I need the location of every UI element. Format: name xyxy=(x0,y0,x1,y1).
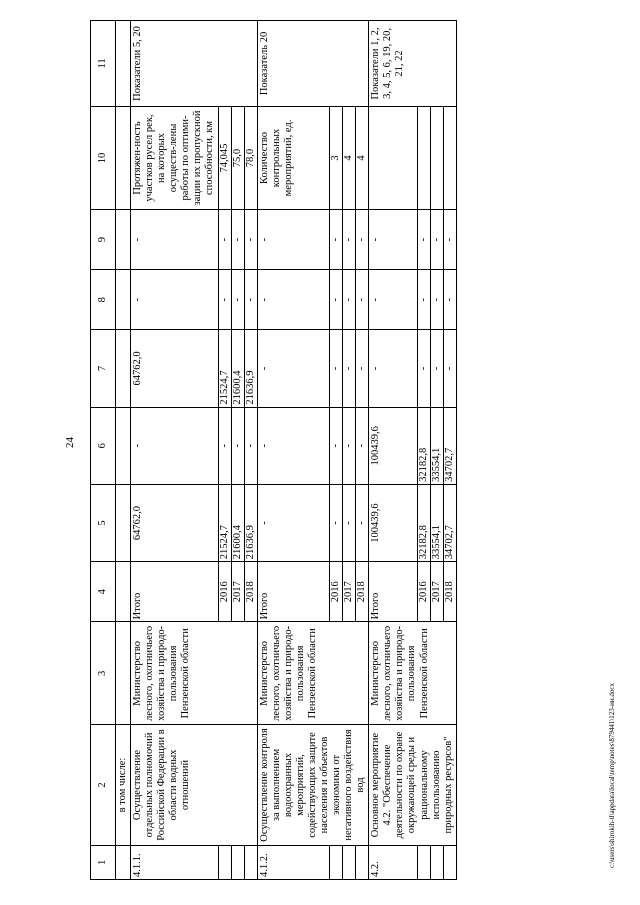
cell-total: - xyxy=(257,484,329,561)
cell-total: - xyxy=(131,407,218,484)
cell: 75,0 xyxy=(231,106,244,209)
measure-name: Осуществление контроля за выполнением водоохранных мероприятий, содействующих защите населения и объектов экономики от негативного воздействия вод xyxy=(257,725,369,845)
cell: 21524,7 xyxy=(218,484,231,561)
cell: 4 xyxy=(356,106,369,209)
cell: - xyxy=(244,407,257,484)
total-label: Итого xyxy=(131,562,218,622)
cell xyxy=(430,106,443,209)
year: 2017 xyxy=(231,562,244,622)
cell: - xyxy=(343,270,356,330)
cell: - xyxy=(330,407,343,484)
indicators-ref: Показатели 1, 2, 3, 4, 5, 6, 19, 20, 21, 22 xyxy=(369,21,456,107)
column-number-row xyxy=(91,21,116,880)
cell-total: - xyxy=(369,210,417,270)
cell-total: - xyxy=(369,270,417,330)
cell: - xyxy=(356,484,369,561)
cell: 21636,9 xyxy=(244,484,257,561)
cell: - xyxy=(218,407,231,484)
column-number: 8 xyxy=(91,270,116,330)
measure-name: Осуществление отдельных полномочий Российской Федерации в области водных отношений xyxy=(131,725,258,845)
year: 2016 xyxy=(417,562,430,622)
indicator-name xyxy=(369,106,417,209)
cell: 3 xyxy=(330,106,343,209)
cell: - xyxy=(343,407,356,484)
column-number: 3 xyxy=(91,622,116,725)
total-label: Итого xyxy=(257,562,329,622)
cell-total: - xyxy=(257,407,329,484)
cell-total: - xyxy=(257,210,329,270)
row-number: 4.1.2. xyxy=(257,845,329,879)
table-row xyxy=(369,21,417,880)
executor: Министерство лесного, охотничьего хозяйства и природо-пользования Пензенской области xyxy=(369,622,456,725)
cell: - xyxy=(430,210,443,270)
column-number: 4 xyxy=(91,562,116,622)
column-number: 6 xyxy=(91,407,116,484)
cell-total: 100439,6 xyxy=(369,484,417,561)
cell: 34702,7 xyxy=(443,484,456,561)
cell: - xyxy=(231,407,244,484)
cell: - xyxy=(430,330,443,407)
cell-total: - xyxy=(369,330,417,407)
column-number: 10 xyxy=(91,106,116,209)
cell-total: - xyxy=(257,330,329,407)
cell-total: - xyxy=(131,270,218,330)
footer-file-path: c:\users\shirokih-tl\appdata\local\temp\notes\879441\123-ии.docx xyxy=(608,683,616,868)
cell: 74,045 xyxy=(218,106,231,209)
cell: - xyxy=(356,270,369,330)
cell-total: 64762,0 xyxy=(131,330,218,407)
cell: - xyxy=(417,210,430,270)
sub-header-label: в том числе: xyxy=(116,725,131,845)
table-row xyxy=(257,21,329,880)
cell: 78,0 xyxy=(244,106,257,209)
cell: - xyxy=(218,270,231,330)
cell-total: - xyxy=(257,270,329,330)
column-number: 2 xyxy=(91,725,116,845)
cell: - xyxy=(343,330,356,407)
cell: - xyxy=(218,210,231,270)
cell: 32182,8 xyxy=(417,484,430,561)
cell: 21600,4 xyxy=(231,330,244,407)
year: 2017 xyxy=(430,562,443,622)
cell: 33554,1 xyxy=(430,407,443,484)
cell: 33554,1 xyxy=(430,484,443,561)
indicator-name: Количество контрольных мероприятий, ед. xyxy=(257,106,329,209)
cell: 34702,7 xyxy=(443,407,456,484)
column-number: 5 xyxy=(91,484,116,561)
cell: - xyxy=(343,210,356,270)
rotated-table-container xyxy=(90,20,565,880)
cell: - xyxy=(231,270,244,330)
cell: - xyxy=(330,484,343,561)
cell xyxy=(443,106,456,209)
year: 2018 xyxy=(244,562,257,622)
cell: - xyxy=(356,407,369,484)
executor: Министерство лесного, охотничьего хозяйства и природо-пользования Пензенской области xyxy=(257,622,369,725)
column-number: 9 xyxy=(91,210,116,270)
table-row xyxy=(131,21,218,880)
cell-total: - xyxy=(131,210,218,270)
year: 2017 xyxy=(343,562,356,622)
indicators-ref: Показатель 20 xyxy=(257,21,369,107)
cell: - xyxy=(417,330,430,407)
column-number: 7 xyxy=(91,330,116,407)
measures-table xyxy=(90,20,457,880)
cell: 21524,7 xyxy=(218,330,231,407)
indicators-ref: Показатели 5, 20 xyxy=(131,21,258,107)
measure-name: Основное мероприятие 4.2. "Обеспечение деятельности по охране окружающей среды и рациональному использованию природных ресурсов" xyxy=(369,725,456,845)
cell: - xyxy=(244,270,257,330)
year: 2016 xyxy=(218,562,231,622)
row-number: 4.1.1. xyxy=(131,845,218,879)
cell: 21636,9 xyxy=(244,330,257,407)
cell xyxy=(417,106,430,209)
cell: - xyxy=(330,210,343,270)
cell-total: 100439,6 xyxy=(369,407,417,484)
cell: - xyxy=(330,330,343,407)
indicator-name: Протяжен-ность участков русел рек, на которых осуществ-лены работы по оптими-зации их пропускной способности, км xyxy=(131,106,218,209)
cell: 4 xyxy=(343,106,356,209)
column-number: 1 xyxy=(91,845,116,879)
cell: - xyxy=(443,270,456,330)
cell: - xyxy=(356,330,369,407)
cell: - xyxy=(430,270,443,330)
cell: - xyxy=(417,270,430,330)
page-number: 24 xyxy=(64,437,76,448)
cell: - xyxy=(330,270,343,330)
sub-header-row xyxy=(116,21,131,880)
year: 2018 xyxy=(443,562,456,622)
cell: - xyxy=(343,484,356,561)
cell: - xyxy=(443,330,456,407)
year: 2018 xyxy=(356,562,369,622)
executor: Министерство лесного, охотничьего хозяйства и природо-пользования Пензенской области xyxy=(131,622,258,725)
cell: 21600,4 xyxy=(231,484,244,561)
cell-total: 64762,0 xyxy=(131,484,218,561)
year: 2016 xyxy=(330,562,343,622)
cell: - xyxy=(443,210,456,270)
cell: - xyxy=(356,210,369,270)
row-number: 4.2. xyxy=(369,845,417,879)
cell: - xyxy=(244,210,257,270)
cell: - xyxy=(231,210,244,270)
cell: 32182,8 xyxy=(417,407,430,484)
column-number: 11 xyxy=(91,21,116,107)
total-label: Итого xyxy=(369,562,417,622)
